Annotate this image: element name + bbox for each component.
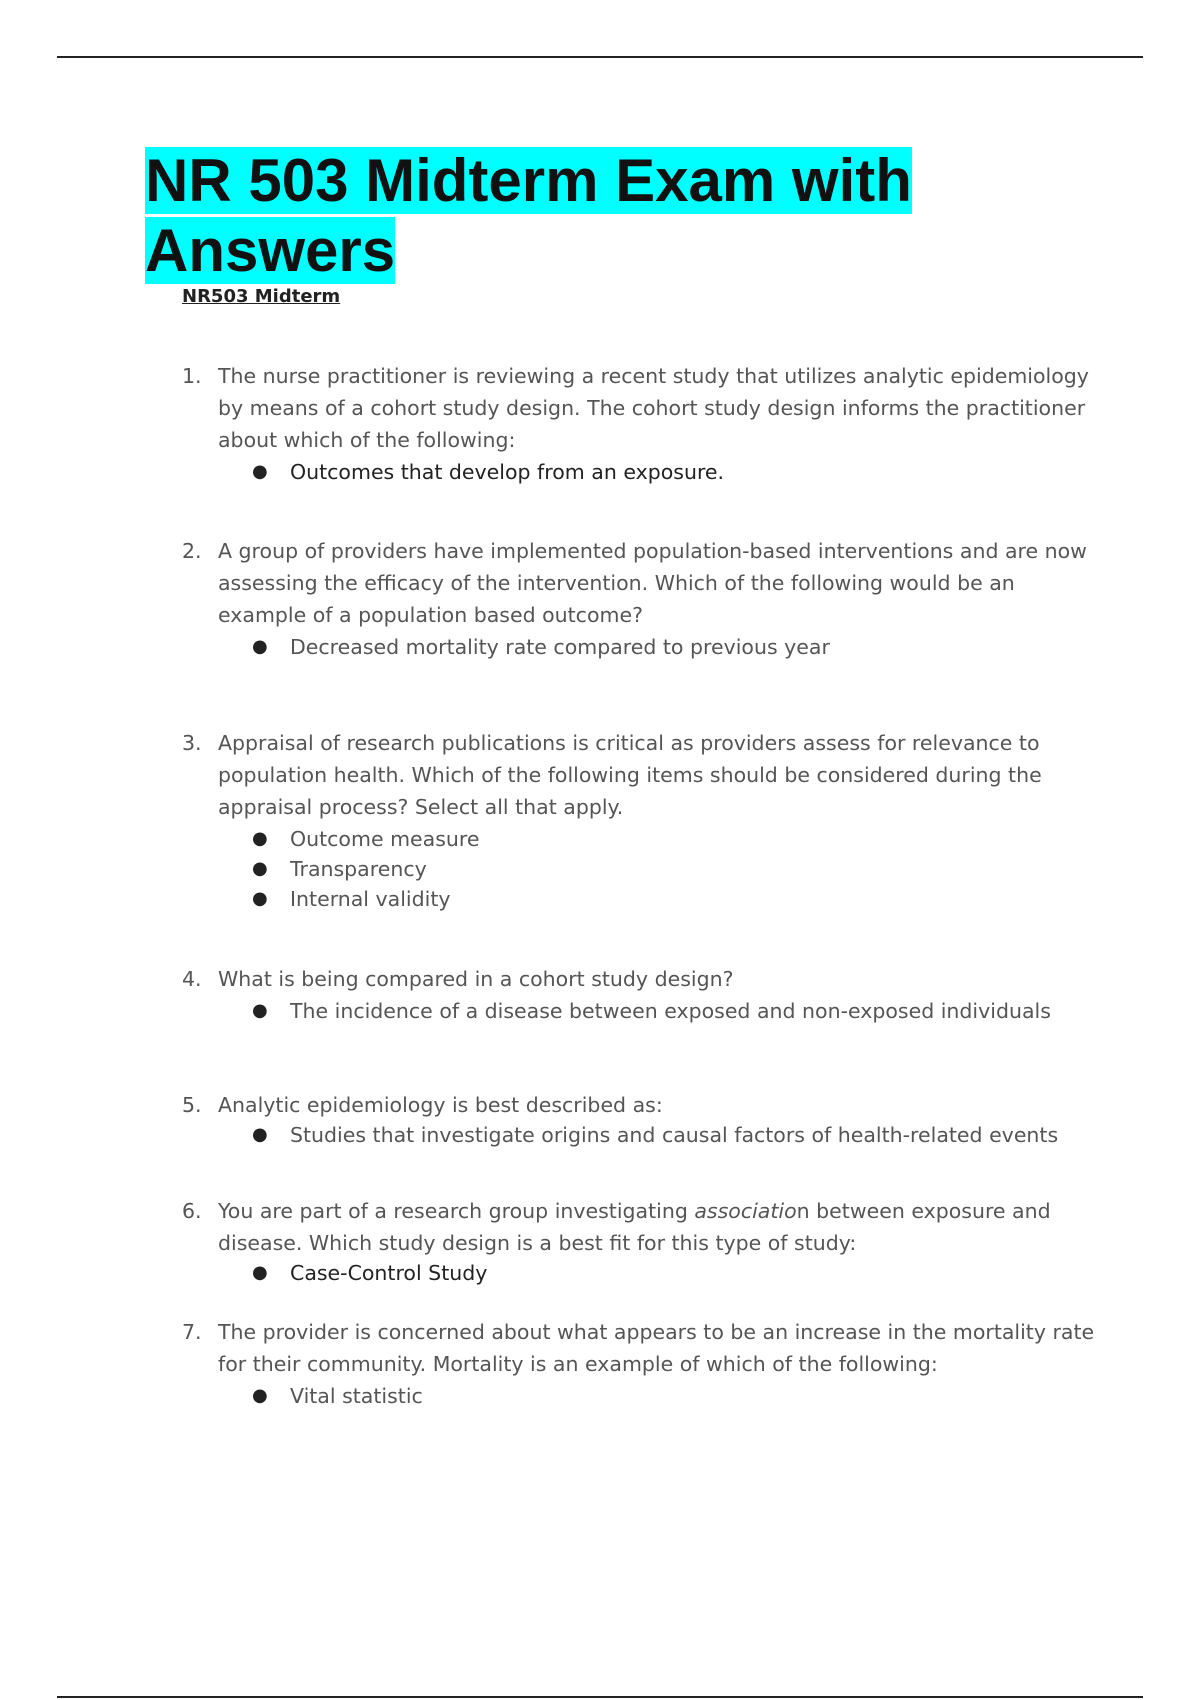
title-line-1: NR 503 Midterm Exam with [145,147,912,214]
answer-item: ● Outcomes that develop from an exposure. [182,456,1102,488]
answer-item: ● Decreased mortality rate compared to previous year [182,631,1102,663]
question-text: What is being compared in a cohort study design? [218,967,734,991]
bullet-icon: ● [252,828,268,849]
question-number: 7. [182,1320,202,1344]
answer-item: ● Outcome measure [182,823,1102,855]
bullet-icon: ● [252,1000,268,1021]
bullet-icon: ● [252,1262,268,1283]
answer-list [182,631,1102,663]
answer-item: ● Vital statistic [182,1380,1102,1412]
answer-list [182,1380,1102,1412]
answer-list [182,1257,1102,1289]
question-6 [182,1195,1102,1289]
answer-list [182,1119,1102,1151]
question-2 [182,535,1102,663]
question-5 [182,1089,1102,1151]
question-number: 1. [182,364,202,388]
answer-item: ● Internal validity [182,883,1102,915]
question-4 [182,963,1102,1027]
answer-list [182,995,1102,1027]
document-subtitle: NR503 Midterm [182,286,341,307]
question-number: 5. [182,1093,202,1117]
bullet-icon: ● [252,1385,268,1406]
answer-item: ● Studies that investigate origins and causal factors of health-related events [182,1119,1102,1151]
question-number: 3. [182,731,202,755]
answer-item: ● Transparency [182,853,1102,885]
bullet-icon: ● [252,461,268,482]
question-1 [182,360,1102,488]
question-3 [182,727,1102,915]
question-text: Analytic epidemiology is best described as: [218,1093,663,1117]
question-number: 2. [182,539,202,563]
answer-item: ● Case-Control Study [182,1257,1102,1289]
question-text: A group of providers have implemented population-based interventions and are now assessing the efficacy of the intervention. Which of the following would be an example of a population based outcome? [218,539,1087,627]
answer-item: ● The incidence of a disease between exposed and non-exposed individuals [182,995,1102,1027]
question-number: 4. [182,967,202,991]
answer-list [182,823,1102,915]
answer-list [182,456,1102,488]
bullet-icon: ● [252,858,268,879]
page-title [145,146,912,286]
question-number: 6. [182,1199,202,1223]
title-line-2: Answers [145,217,396,284]
question-text: The nurse practitioner is reviewing a recent study that utilizes analytic epidemiology by means of a cohort study design. The cohort study design informs the practitioner about which of the following: [218,364,1089,452]
bullet-icon: ● [252,636,268,657]
question-text: You are part of a research group investigating association between exposure and disease. Which study design is a best fit for this type of study: [218,1199,1051,1255]
bullet-icon: ● [252,888,268,909]
question-text: Appraisal of research publications is critical as providers assess for relevance to population health. Which of the following items should be considered during the appraisal process? Select all that apply. [218,731,1042,819]
question-text: The provider is concerned about what appears to be an increase in the mortality rate for their community. Mortality is an example of which of the following: [218,1320,1095,1376]
top-rule [57,56,1143,58]
question-7 [182,1316,1102,1412]
bullet-icon: ● [252,1124,268,1145]
bottom-rule [57,1696,1143,1698]
